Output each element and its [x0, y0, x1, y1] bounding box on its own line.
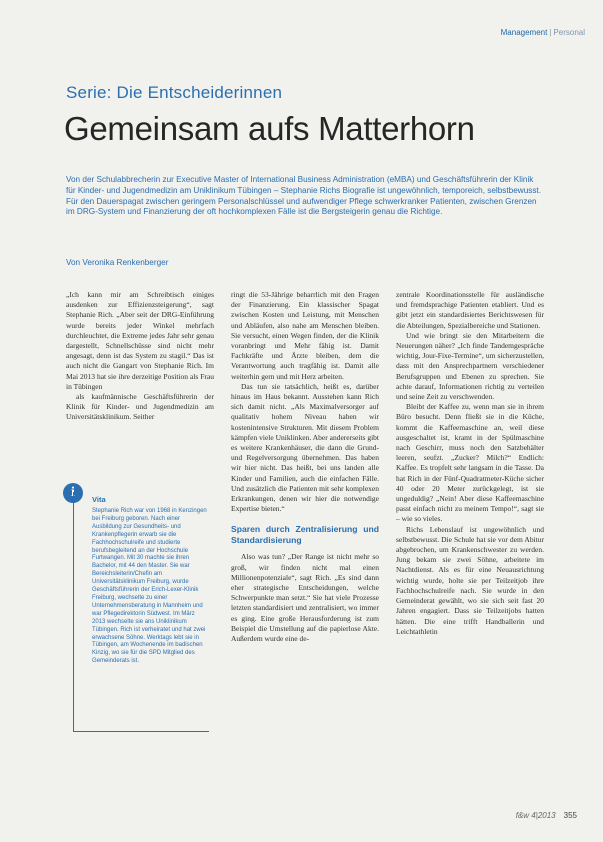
section-subheading: Sparen durch Zentralisierung und Standardisierung [231, 524, 379, 546]
vita-heading: Vita [92, 495, 106, 504]
paragraph: „Ich kann mir am Schreibtisch einiges ausdenken zur Effizienzsteigerung“, sagt Stephanie Rich. „Aber seit der DRG-Einführung wurde bereits jeder Winkel mehrfach durchleuchtet, die Extreme jedes Jahr sehr genau dargestellt, Schnellschüsse sind nicht mehr angesagt, denn ist das System zu stagil.“ Das ist auch nicht die Gangart von Stephanie Rich. Im Mai 2013 hat sie ihre derzeitige Position als Frau in Tübingen [66, 290, 214, 391]
paragraph: zentrale Koordinationsstelle für ausländische und fremdsprachige Patienten etabliert. Und es gibt jetzt ein standardisiertes Berichtswesen für die Abteilungen, Spezialbereiche und Stationen. [396, 290, 544, 330]
paragraph: ringt die 53-Jährige beharrlich mit den Fragen der Finanzierung. Ein klassischer Spagat zwischen Kosten und Leistung, mit Menschen und Abläufen, also nahe am Menschen bleiben. Sie versucht, einen Wegen finden, der die Klinik voranbringt und Mehr fähig ist. Damit Fachkräfte und Ärzte bleiben, dem die Verantwortung auch tragfähig ist. Damit alle weiterhin gern und mit Herz arbeiten. [231, 290, 379, 381]
paragraph: Richs Lebenslauf ist ungewöhnlich und selbstbewusst. Die Schule hat sie vor dem Abitur abgebrochen, um Krankenschwester zu werden. Jung bekam sie zwei Söhne, arbeitete im Nachtdienst. Als es für eine Neuausrichtung wichtig wurde, holte sie per Teilzeitjob ihre Fachhochschulreife nach. Sie wurde in den Gemeinderat gewählt, wo sie sich seit fast 20 Jahren engagiert. Dass sie Teilzeitjobs hatten hätten. Die eine trifft Handballerin und Leichtathletin [396, 524, 544, 636]
page-footer [516, 811, 577, 820]
paragraph: Also was tun? „Der Range ist nicht mehr so groß, wir finden nicht mal einen Millionenpotenziale“, sagt Rich. „Es sind dann eher strategische Entscheidungen, welche Schwerpunkte man setzt.“ Sie hat viele Prozesse letzten standardisiert und zentralisiert, wo immer es ging. Eine große Herausforderung ist zum Beispiel die Umstellung auf die papierlose Akte. Außerdem wurde eine de- [231, 552, 379, 644]
text-column-2 [231, 290, 379, 644]
rubric-subsection: Personal [553, 28, 585, 37]
vita-box [73, 492, 209, 732]
article-lead: Von der Schulabbrecherin zur Executive Master of International Business Administration (eMBA) und Geschäftsführerin der Klinik für Kinder- und Jugendmedizin am Uniklinikum Tübingen – Stephanie Richs Biografie ist ungewöhnlich, temporeich, selbstbewusst. Für den Dauerspagat zwischen geringem Personalschlüssel und aufwendiger Pflege schwerkranker Patienten, zwischen Grenzen im DRG-System und Finanzierung der oft hochkomplexen Fälle ist die Bergsteigerin genau die Richtige. [66, 175, 541, 217]
text-column-1 [66, 290, 214, 423]
rubric-section: Management [500, 28, 548, 37]
page-number: 355 [563, 811, 577, 820]
vita-text: Stephanie Rich war von 1968 in Kenzingen bei Freiburg geboren. Nach einer Ausbildung zur Gesundheits- und Krankenpflegerin erwarb sie die Fachhochschulreife und studierte berufsbegleitend an der Hochschule Furtwangen. Mit 30 machte sie ihren Bachelor, mit 44 den Master. Sie war Bereichsleiterin/Chefin am Universitätsklinikum Freiburg, wurde Geschäftsführerin der Erich-Lexer-Klinik Freiburg, wechselte zu einer Unternehmensberatung in Mannheim und war Pflegedirektorin Südwest. Im März 2013 wechselte sie ans Uniklinikum Tübingen. Rich ist verheiratet und hat zwei erwachsene Söhne. Werktags lebt sie in Tübingen, am Wochenende im badischen Kinzig, wo sie für die SPD Mitglied des Gemeinderats ist. [92, 508, 207, 665]
paragraph: Und wie bringt sie den Mitarbeitern die Neuerungen näher? „Ich finde Tandemgespräche wichtig, Jour-Fixe-Termine“, um sicherzustellen, dass mit den Ansprechpartnern verschiedener Berufsgruppen und Ebenen zu sprechen. Sie achte darauf, Informationen richtig zu verteilen und seine Zeit zu verschwenden. [396, 330, 544, 402]
rubric-separator: | [549, 28, 552, 37]
article-title: Gemeinsam aufs Matterhorn [64, 110, 475, 147]
paragraph: Bleibt der Kaffee zu, wenn man sie in ihrem Büro besucht. Denn fließt sie in die Küche, kommt die Kaffeemaschine an, weil diese ausgeschaltet ist, kramt in der Spülmaschine nach Geschirr, muss noch den Satzbehälter leeren, seufzt. „Zucker? Milch?“ Endlich: Kaffee. Es tropfelt sehr langsam in die Tasse. Da hat Rich in der Fünf-Quadratmeter-Küche sicher 40 oder 20 Meter zurückgelegt, ist sie ungeduldig? „Nein! Aber diese Kaffeemaschine passt einfach nicht zu meinem Tempo!“, sagt sie – wie so vieles. [396, 402, 544, 524]
info-icon: i [63, 483, 83, 503]
text-column-3 [396, 290, 544, 637]
magazine-name: f&w 4|2013 [515, 811, 556, 820]
series-label: Serie: Die Entscheiderinnen [66, 83, 283, 102]
section-rubric [501, 28, 585, 37]
paragraph: als kaufmännische Geschäftsführerin der Klinik für Kinder- und Jugendmedizin am Universitätsklinikum. Seither [66, 392, 214, 422]
paragraph: Das tun sie tatsächlich, heißt es, darüber hinaus im Haus bekannt. Ausstehen kann Rich sich damit nicht. „Als Maximalversorger auf qualitativ hohem Niveau haben wir kostenintensive Strukturen. Mit diesem Problem kämpfen viele Uniklinken. Aber andererseits gibt es weitere Krankenhäuser, die dann die Grund- und Regelversorgung übernehmen. Das haben wir hier nicht. Das heißt, bei uns landen alle Kinder und Familien, auch die einfachen Fälle. Und zusätzlich die Patienten mit sehr komplexen Erkrankungen, denen wir hier die notwendige Expertise bieten.“ [231, 381, 379, 514]
article-author: Von Veronika Renkenberger [66, 258, 169, 267]
